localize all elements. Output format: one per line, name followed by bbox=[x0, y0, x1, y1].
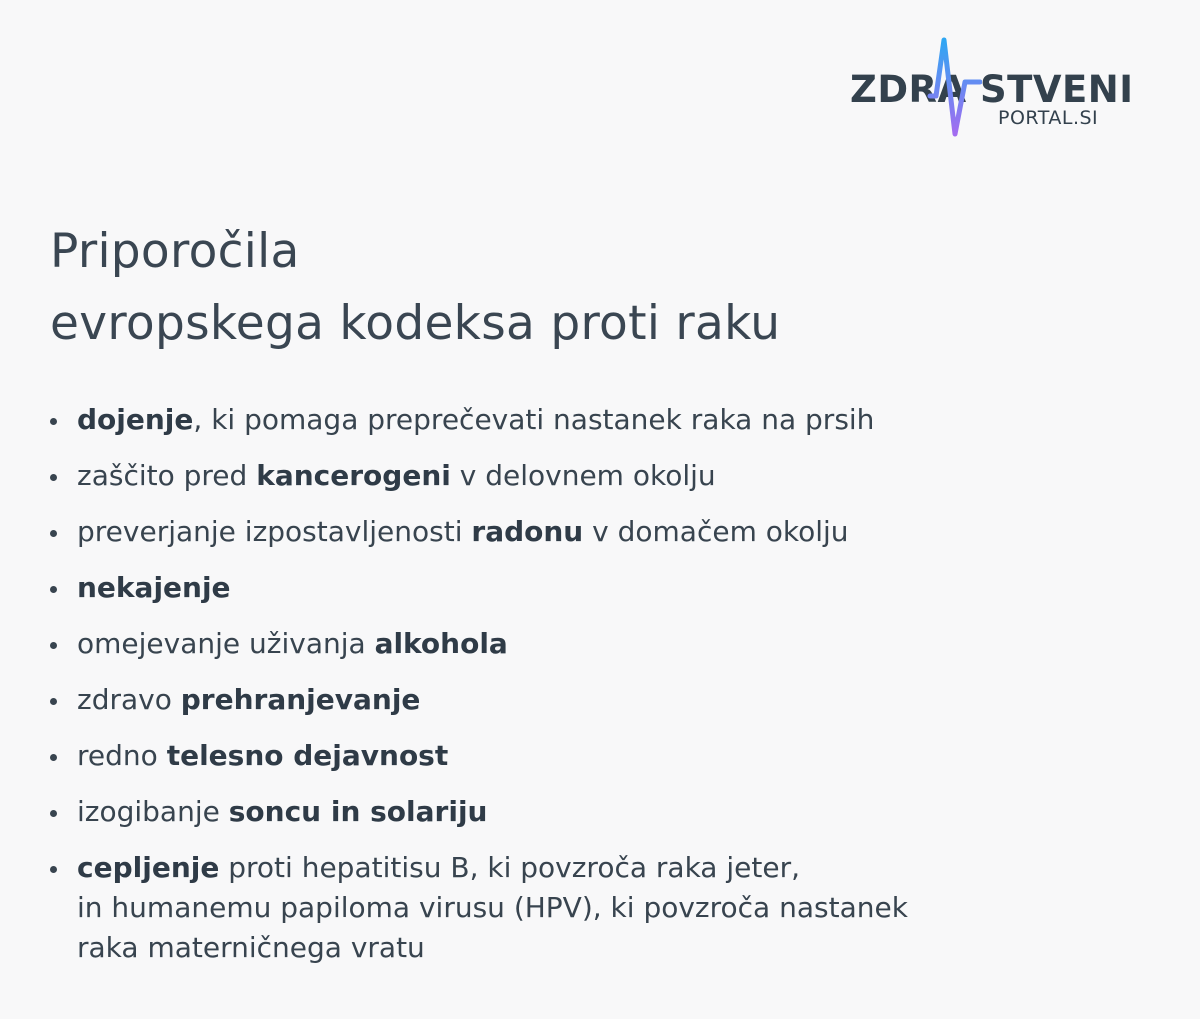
bullet-icon bbox=[50, 474, 57, 481]
page-title-line-2: evropskega kodeksa proti raku bbox=[50, 296, 781, 351]
list-item-text: v domačem okolju bbox=[583, 515, 849, 548]
bullet-icon bbox=[50, 586, 57, 593]
heartbeat-pulse-icon bbox=[922, 36, 982, 140]
logo-text-left: ZDRA bbox=[850, 68, 967, 111]
list-item bbox=[48, 400, 1158, 440]
page-title-line-1: Priporočila bbox=[50, 224, 300, 279]
list-item-line-3: raka materničnega vratu bbox=[77, 931, 425, 964]
list-item-keyword: cepljenje bbox=[77, 851, 220, 884]
list-item-keyword: dojenje bbox=[77, 403, 194, 436]
bullet-icon bbox=[50, 530, 57, 537]
list-item-keyword: alkohola bbox=[374, 627, 508, 660]
list-item-keyword: telesno dejavnost bbox=[166, 739, 449, 772]
list-item-keyword: nekajenje bbox=[77, 571, 231, 604]
list-item-keyword: kancerogeni bbox=[256, 459, 451, 492]
list-item bbox=[48, 736, 1158, 776]
list-item-text: preverjanje izpostavljenosti bbox=[77, 515, 472, 548]
list-item-text: redno bbox=[77, 739, 167, 772]
list-item bbox=[48, 680, 1158, 720]
bullet-icon bbox=[50, 698, 57, 705]
list-item bbox=[48, 624, 1158, 664]
site-logo[interactable] bbox=[846, 36, 1134, 140]
list-item bbox=[48, 848, 1158, 968]
list-item bbox=[48, 456, 1158, 496]
list-item-text: zaščito pred bbox=[77, 459, 257, 492]
bullet-icon bbox=[50, 866, 57, 873]
list-item-keyword: prehranjevanje bbox=[180, 683, 421, 716]
bullet-icon bbox=[50, 642, 57, 649]
list-item-line-1 bbox=[77, 848, 1158, 888]
recommendation-list bbox=[48, 400, 1158, 984]
bullet-icon bbox=[50, 418, 57, 425]
list-item-text: v delovnem okolju bbox=[450, 459, 716, 492]
list-item-text: proti hepatitisu B, ki povzroča raka jeter, bbox=[219, 851, 800, 884]
bullet-icon bbox=[50, 754, 57, 761]
list-item-keyword: soncu in solariju bbox=[228, 795, 488, 828]
list-item-text: zdravo bbox=[77, 683, 181, 716]
list-item bbox=[48, 792, 1158, 832]
logo-subtitle: PORTAL.SI bbox=[998, 107, 1099, 129]
list-item bbox=[48, 568, 1158, 608]
list-item-text: omejevanje uživanja bbox=[77, 627, 375, 660]
list-item-keyword: radonu bbox=[471, 515, 584, 548]
list-item bbox=[48, 512, 1158, 552]
list-item-text: , ki pomaga preprečevati nastanek raka na prsih bbox=[193, 403, 875, 436]
page-title bbox=[50, 216, 780, 360]
bullet-icon bbox=[50, 810, 57, 817]
list-item-line-2: in humanemu papiloma virusu (HPV), ki povzroča nastanek bbox=[77, 891, 908, 924]
logo-text-right: STVENI bbox=[980, 68, 1134, 111]
list-item-text: izogibanje bbox=[77, 795, 229, 828]
